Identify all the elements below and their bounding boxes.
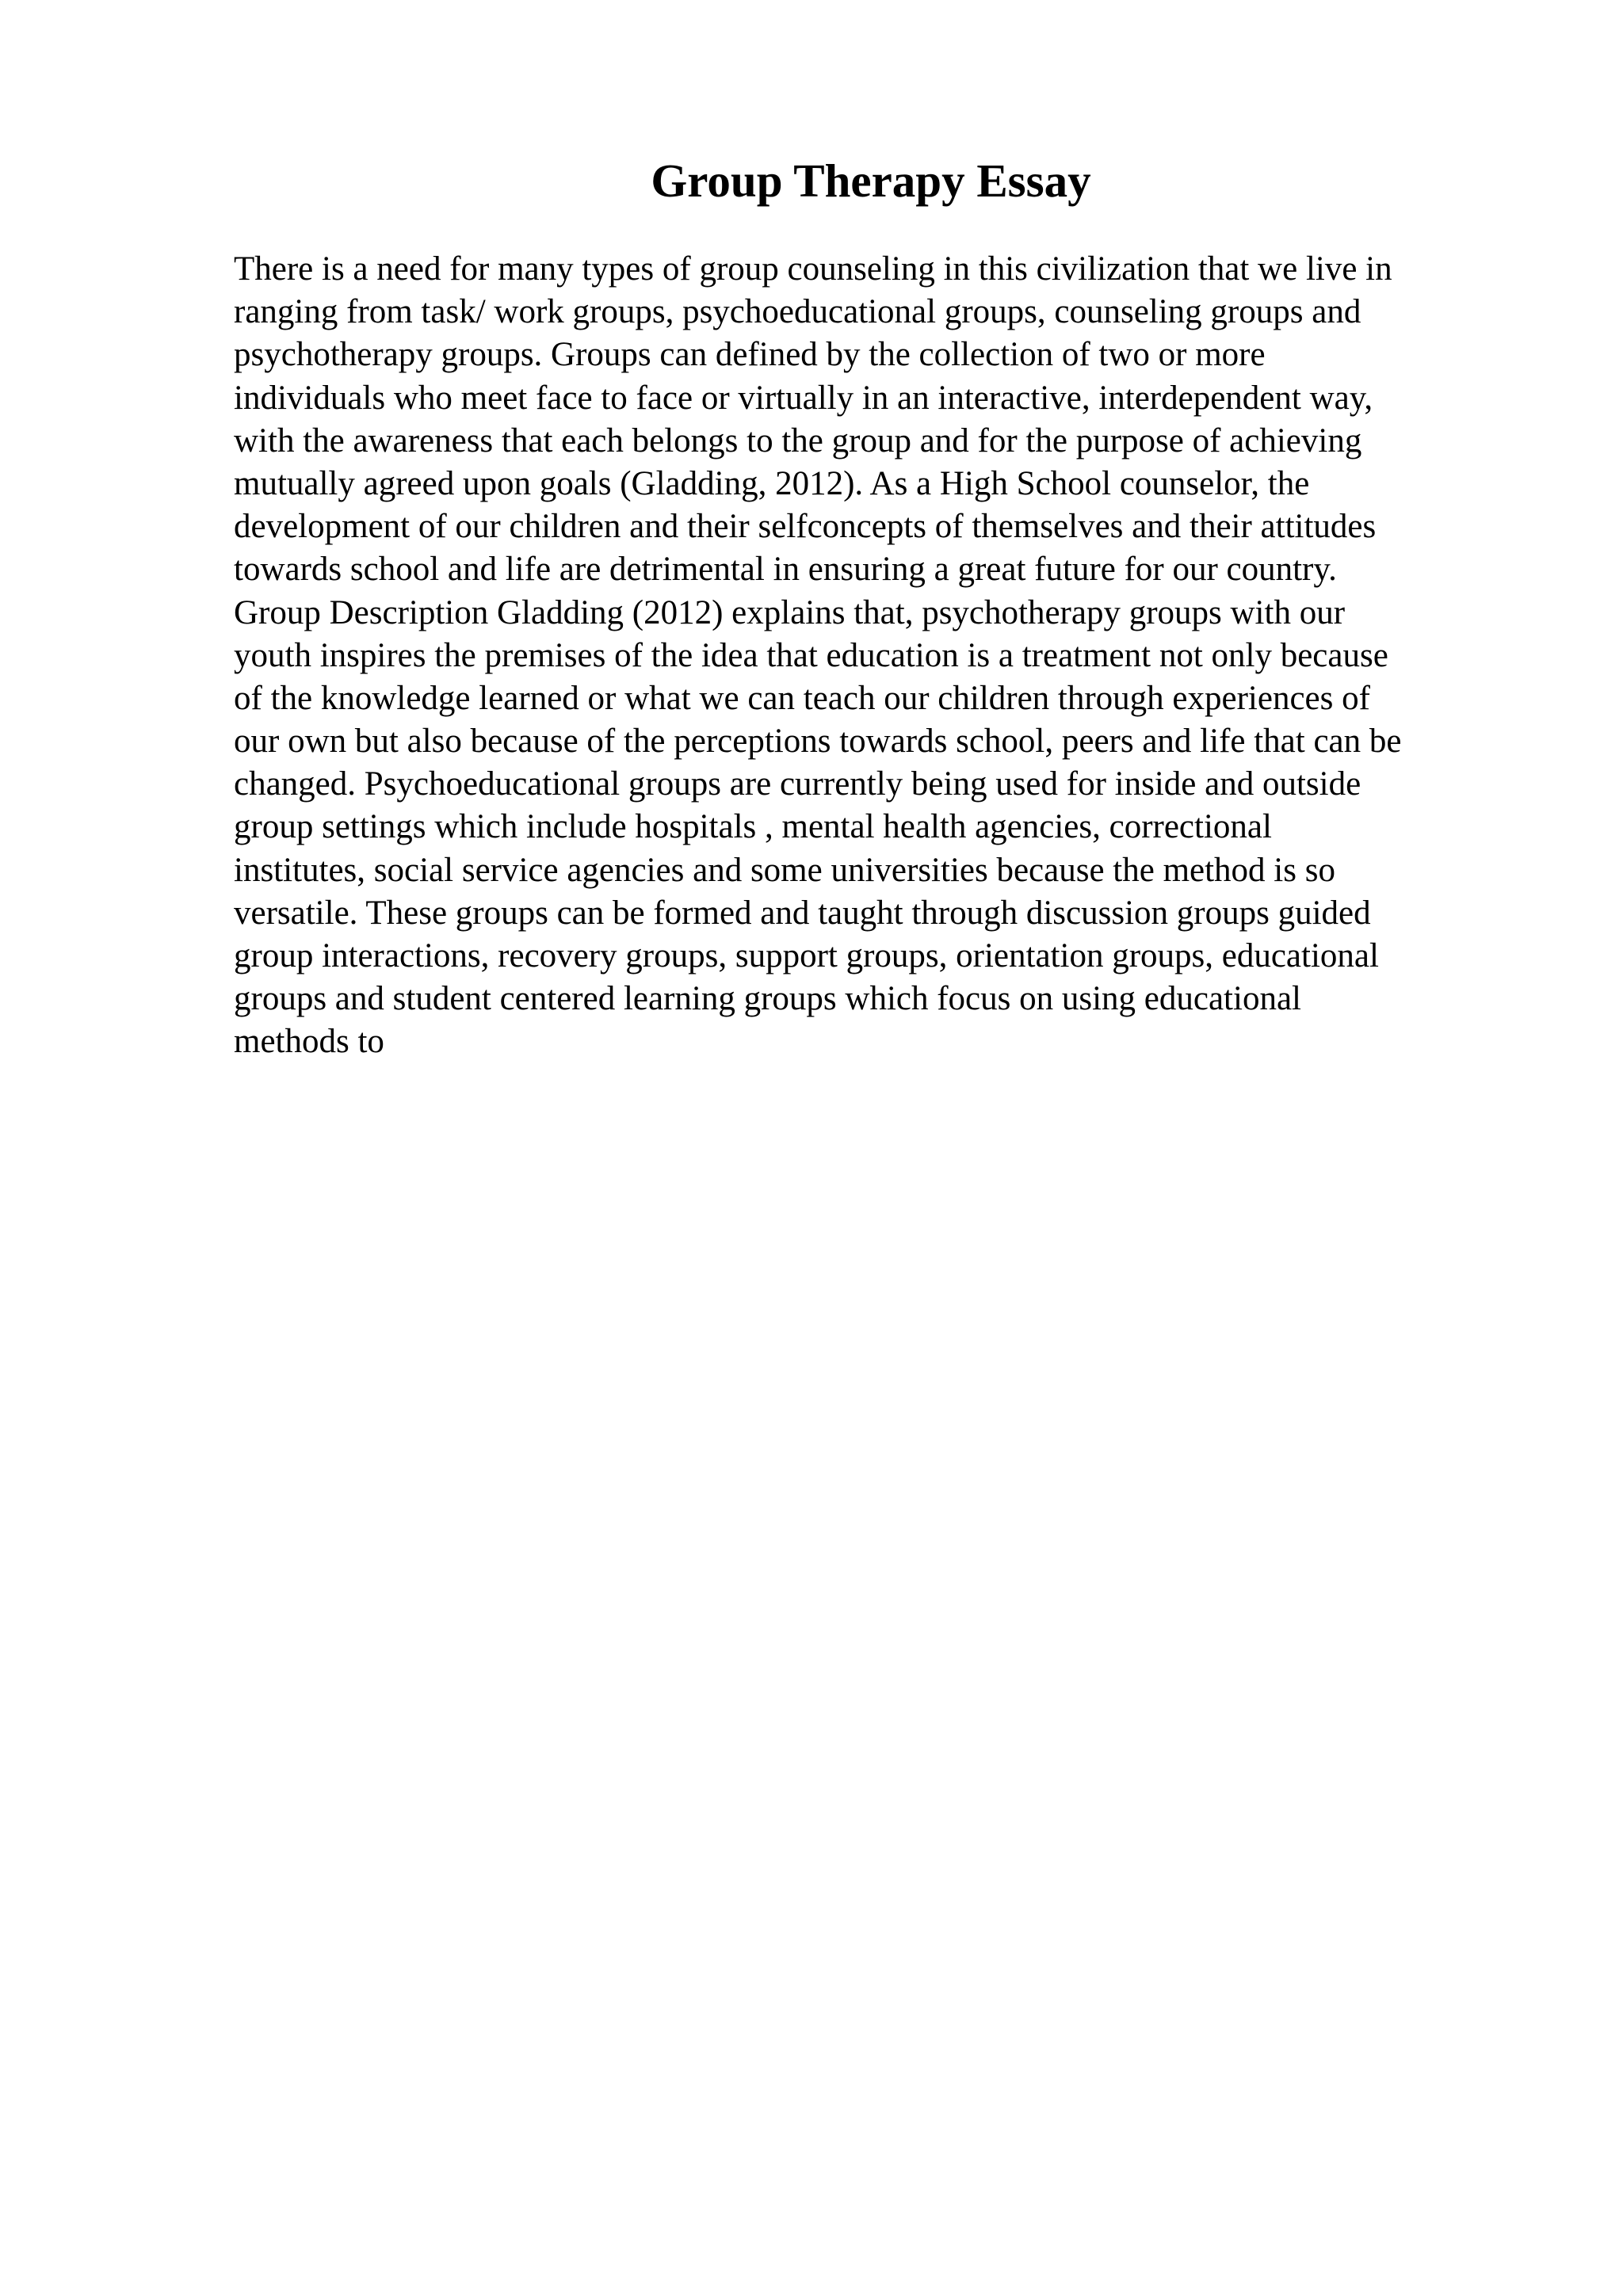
essay-title: Group Therapy Essay: [651, 154, 1091, 207]
body-line: our own but also because of the perceptions towards school, peers and life that can be: [234, 723, 1402, 761]
body-line: group settings which include hospitals , mental health agencies, correctional: [234, 808, 1272, 846]
body-line: Group Description Gladding (2012) explains that, psychotherapy groups with our: [234, 593, 1346, 631]
body-line: individuals who meet face to face or virtually in an interactive, interdependent way,: [234, 379, 1373, 417]
body-line: mutually agreed upon goals (Gladding, 2012). As a High School counselor, the: [234, 464, 1310, 502]
body-line: of the knowledge learned or what we can teach our children through experiences of: [234, 679, 1370, 717]
body-line: youth inspires the premises of the idea that education is a treatment not only because: [234, 636, 1388, 674]
body-line: versatile. These groups can be formed and taught through discussion groups guided: [234, 894, 1371, 932]
body-line: institutes, social service agencies and some universities because the method is so: [234, 851, 1335, 889]
body-line: changed. Psychoeducational groups are currently being used for inside and outside: [234, 765, 1361, 803]
body-line: groups and student centered learning groups which focus on using educational: [234, 980, 1301, 1018]
body-line: development of our children and their selfconcepts of themselves and their attitudes: [234, 508, 1377, 546]
body-line: group interactions, recovery groups, support groups, orientation groups, educational: [234, 937, 1379, 974]
body-line: methods to: [234, 1023, 384, 1061]
essay-body: [234, 248, 1518, 1064]
body-line: psychotherapy groups. Groups can defined by the collection of two or more: [234, 336, 1266, 374]
body-line: ranging from task/ work groups, psychoeducational groups, counseling groups and: [234, 293, 1361, 331]
body-line: There is a need for many types of group counseling in this civilization that we live in: [234, 250, 1392, 288]
body-line: towards school and life are detrimental in ensuring a great future for our country.: [234, 551, 1337, 589]
body-line: with the awareness that each belongs to the group and for the purpose of achieving: [234, 421, 1362, 460]
